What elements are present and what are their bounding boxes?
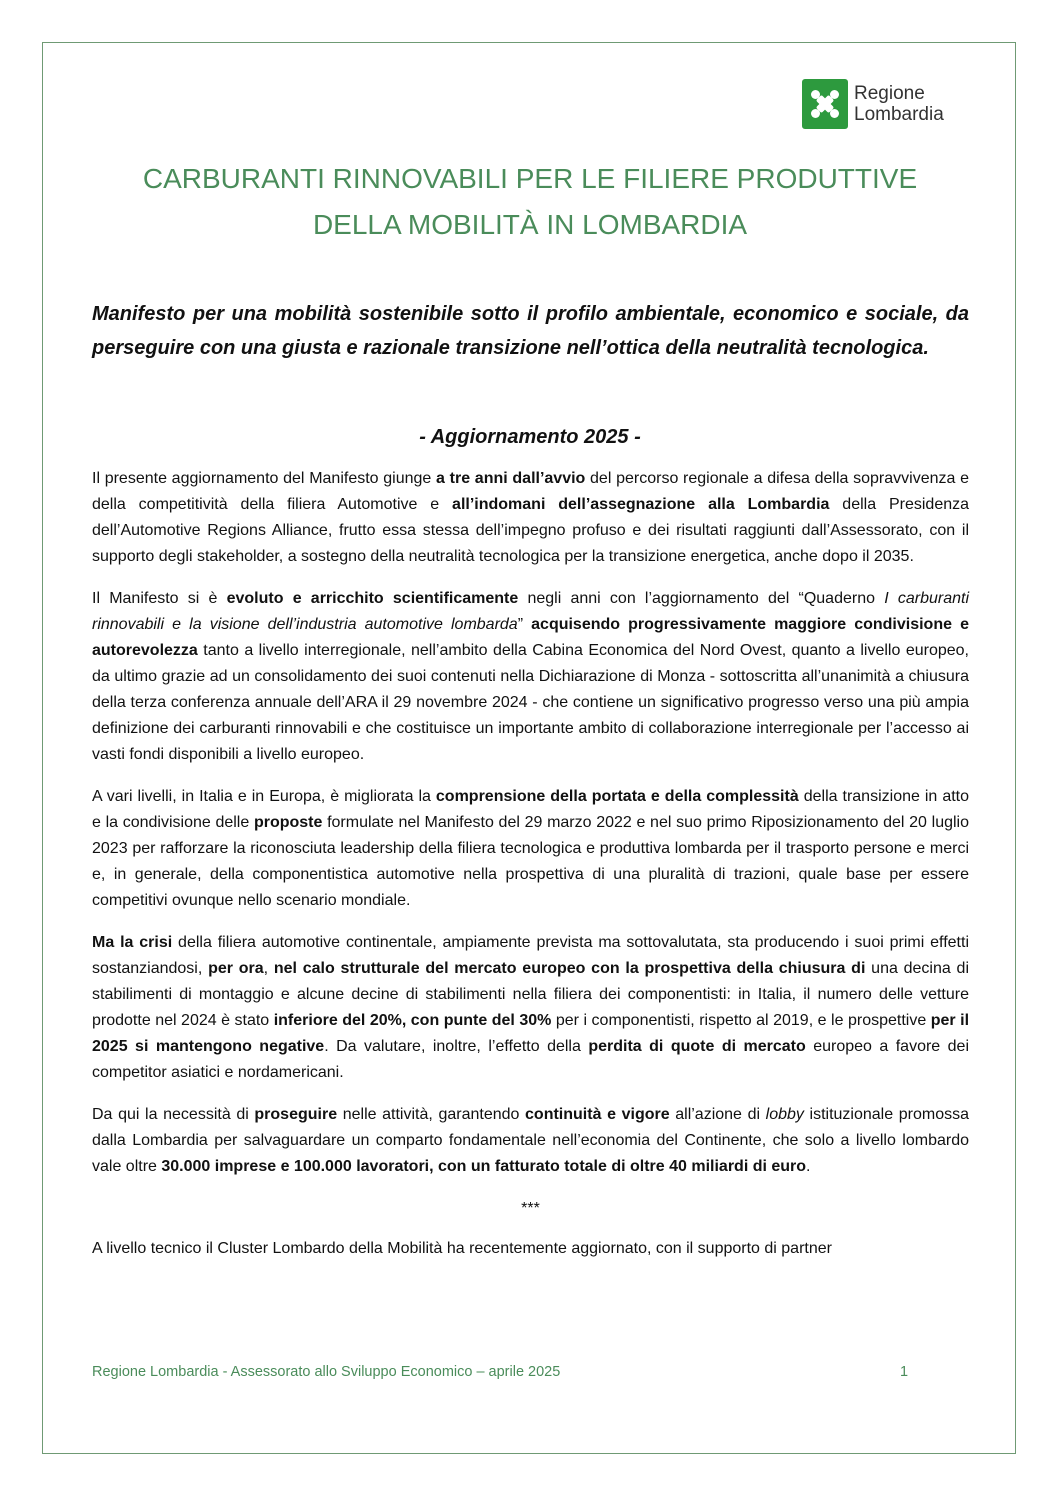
update-heading: - Aggiornamento 2025 - xyxy=(419,426,641,448)
logo-text xyxy=(854,83,944,125)
paragraph-4: Ma la crisi della filiera automotive continentale, ampiamente prevista ma sottovalutata, sta producendo i suoi primi effetti sostanziandosi, per ora, nel calo strutturale del mercato europeo con la prospettiva della chiusura di una decina di stabilimenti di montaggio e alcune decine di stabilimenti nella filiera dei componentisti: in Italia, il numero delle vetture prodotte nel 2024 è stato inferiore del 20%, con punte del 30% per i componentisti, rispetto al 2019, e le prospettive per il 2025 si mantengono negative. Da valutare, inoltre, l’effetto della perdita di quote di mercato europeo a favore dei competitor asiatici e nordamericani. xyxy=(92,934,970,1081)
document-body xyxy=(92,466,969,1278)
paragraph-3: A vari livelli, in Italia e in Europa, è migliorata la comprensione della portata e della complessità della transizione in atto e la condivisione delle proposte formulate nel Manifesto del 29 marzo 2022 e nel suo primo Riposizionamento del 20 luglio 2023 per rafforzare la riconosciuta leadership della filiera tecnologica e produttiva lombarda per il trasporto persone e merci e, in generale, della componentistica automotive nella prospettiva di una pluralità di trazioni, quale base per essere competitivi ovunque nello scenario mondiale. xyxy=(92,788,970,909)
footer-text: Regione Lombardia - Assessorato allo Sviluppo Economico – aprile 2025 xyxy=(92,1364,561,1380)
regione-lombardia-logo xyxy=(802,78,944,130)
document-title xyxy=(60,156,1000,248)
paragraph-2: Il Manifesto si è evoluto e arricchito scientificamente negli anni con l’aggiornamento del “Quaderno I carburanti rinnovabili e la visione dell’industria automotive lombarda” acquisendo progressivamente maggiore condivisione e autorevolezza tanto a livello interregionale, nell’ambito della Cabina Economica del Nord Ovest, quanto a livello europeo, da ultimo grazie ad un consolidamento dei suoi contenuti nella Dichiarazione di Monza - sottoscritta all’unanimità a chiusura della terza conferenza annuale dell’ARA il 29 novembre 2024 - che contiene un significativo progresso verso una più ampia definizione dei carburanti rinnovabili e che costituisce un importante ambito di collaborazione interregionale per l’accesso ai vasti fondi disponibili a livello europeo. xyxy=(92,590,969,763)
paragraph-6: A livello tecnico il Cluster Lombardo della Mobilità ha recentemente aggiornato, con il supporto di partner xyxy=(92,1240,832,1257)
manifesto-statement: Manifesto per una mobilità sostenibile sotto il profilo ambientale, economico e sociale, da perseguire con una giusta e razionale transizione nell’ottica della neutralità tecnologica. xyxy=(92,303,969,359)
lombardia-rose-icon xyxy=(802,79,848,129)
logo-line-1: Regione xyxy=(854,83,925,104)
logo-line-2: Lombardia xyxy=(854,104,944,125)
paragraph-1: Il presente aggiornamento del Manifesto giunge a tre anni dall’avvio del percorso regionale a difesa della sopravvivenza e della competitività della filiera Automotive e all’indomani dell’assegnazione alla Lombardia della Presidenza dell’Automotive Regions Alliance, frutto essa stessa dell’impegno profuso e dei risultati raggiunti dall’Assessorato, con il supporto degli stakeholder, a sostegno della neutralità tecnologica per la transizione energetica, anche dopo il 2035. xyxy=(92,470,970,565)
paragraph-5: Da qui la necessità di proseguire nelle attività, garantendo continuità e vigore all’azione di lobby istituzionale promossa dalla Lombardia per salvaguardare un comparto fondamentale nell’economia del Continente, che solo a livello lombardo vale oltre 30.000 imprese e 100.000 lavoratori, con un fatturato totale di oltre 40 miliardi di euro. xyxy=(92,1106,969,1175)
section-separator: *** xyxy=(521,1200,540,1217)
page-number: 1 xyxy=(900,1364,909,1380)
title-line-2: DELLA MOBILITÀ IN LOMBARDIA xyxy=(312,209,748,240)
title-line-1: CARBURANTI RINNOVABILI PER LE FILIERE PRODUTTIVE xyxy=(142,163,918,194)
